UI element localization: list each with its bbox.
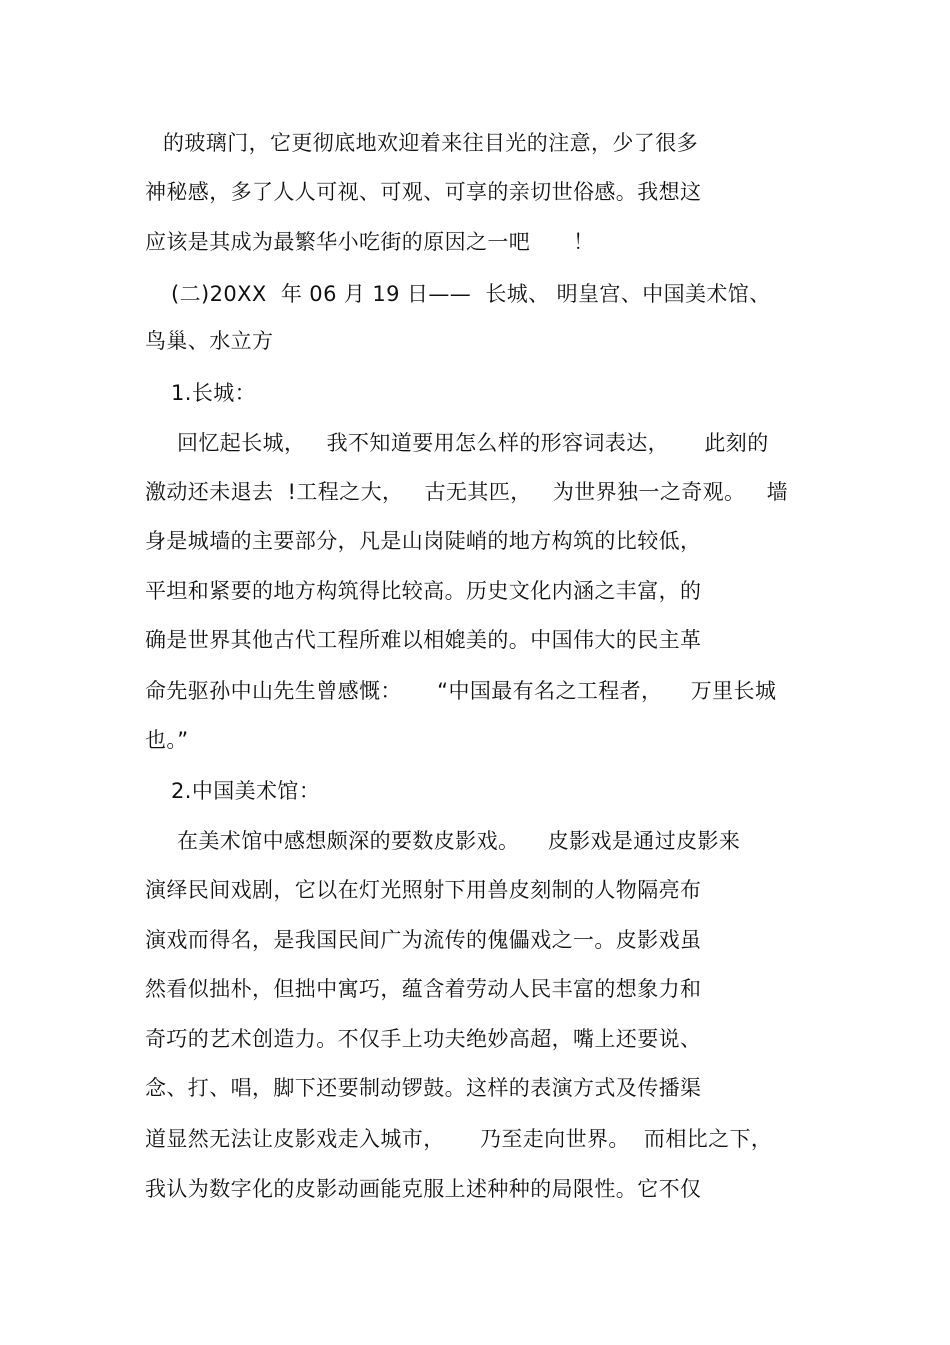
text-line: 念、打、唱，脚下还要制动锣鼓。这样的表演方式及传播渠: [145, 1076, 702, 1100]
text-line: 回忆起长城， 我不知道要用怎么样的形容词表达， 此刻的: [177, 431, 769, 455]
text-line: 在美术馆中感想颇深的要数皮影戏。 皮影戏是通过皮影来: [177, 829, 741, 853]
text-line: 鸟巢、水立方: [145, 329, 274, 353]
text-line: 也。”: [145, 728, 189, 752]
text-line: 应该是其成为最繁华小吃街的原因之一吧 ！: [145, 230, 595, 254]
text-line: 道显然无法让皮影戏走入城市， 乃至走向世界。 而相比之下，: [145, 1127, 773, 1151]
text-line: 奇巧的艺术创造力。不仅手上功夫绝妙高超，嘴上还要说、: [145, 1027, 702, 1051]
subsection-heading: 2.中国美术馆：: [171, 779, 321, 803]
text-line: 激动还未退去 !工程之大， 古无其匹， 为世界独一之奇观。 墙: [145, 480, 789, 504]
text-line: 确是世界其他古代工程所难以相媲美的。中国伟大的民主革: [145, 628, 702, 652]
text-line: 演绎民间戏剧，它以在灯光照射下用兽皮刻制的人物隔亮布: [145, 878, 702, 902]
text-line: 我认为数字化的皮影动画能克服上述种种的局限性。它不仅: [145, 1177, 702, 1201]
text-line: 然看似拙朴，但拙中寓巧，蕴含着劳动人民丰富的想象力和: [145, 977, 702, 1001]
text-line: 神秘感，多了人人可视、可观、可享的亲切世俗感。我想这: [145, 180, 702, 204]
text-line: 演戏而得名，是我国民间广为流传的傀儡戏之一。皮影戏虽: [145, 928, 702, 952]
section-heading: (二)20XX 年 06 月 19 日—— 长城、 明皇宫、中国美术馆、: [171, 282, 771, 306]
text-line: 命先驱孙中山先生曾感慨： “中国最有名之工程者， 万里长城: [145, 679, 777, 703]
subsection-heading: 1.长城：: [171, 381, 257, 405]
text-line: 平坦和紧要的地方构筑得比较高。历史文化内涵之丰富，的: [145, 579, 702, 603]
text-line: 的玻璃门，它更彻底地欢迎着来往目光的注意，少了很多: [163, 131, 698, 155]
text-line: 身是城墙的主要部分，凡是山岗陡峭的地方构筑的比较低，: [145, 529, 702, 553]
